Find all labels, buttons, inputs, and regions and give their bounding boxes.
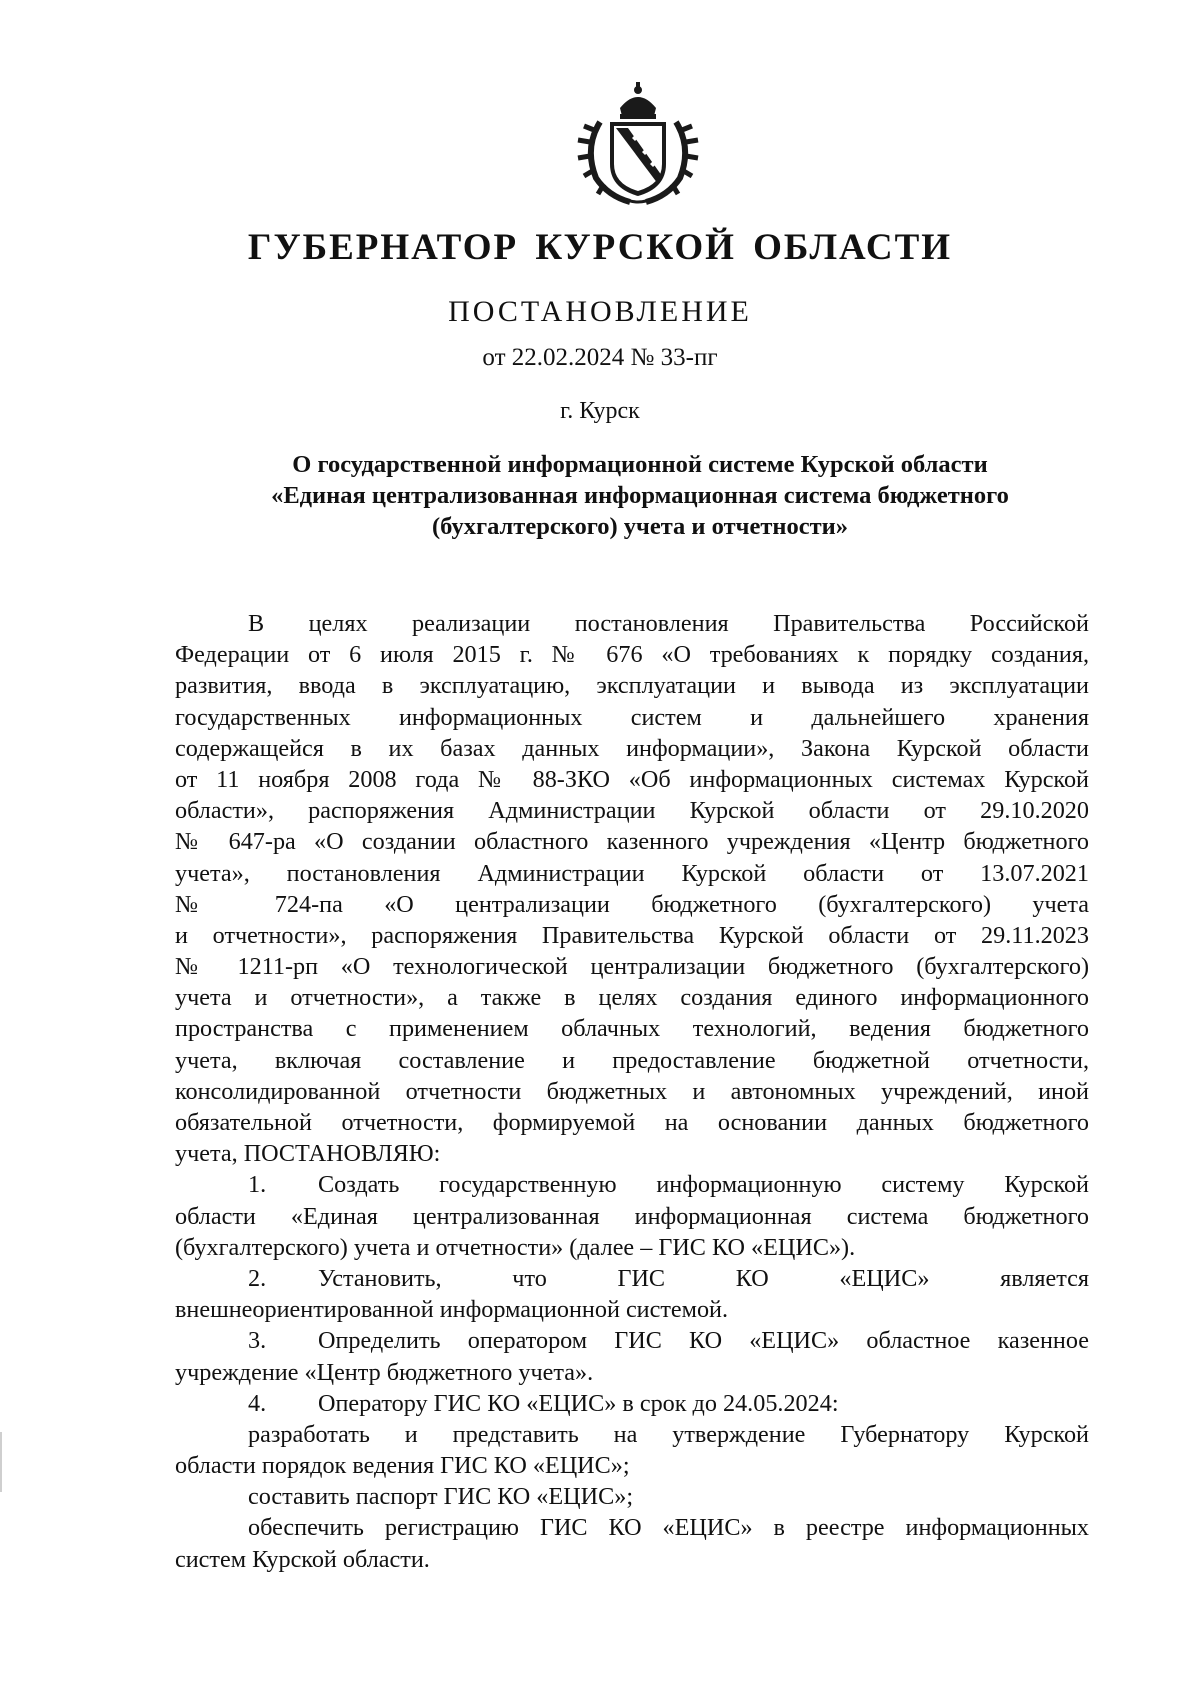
body-line: № 1211-рп «О технологической централизации бюджетного (бухгалтерского) xyxy=(175,953,1089,981)
subject-line: (бухгалтерского) учета и отчетности» xyxy=(431,513,849,540)
document-body xyxy=(175,608,1089,1575)
body-line: учета, ПОСТАНОВЛЯЮ: xyxy=(175,1140,441,1168)
authority-title: ГУБЕРНАТОР КУРСКОЙ ОБЛАСТИ xyxy=(247,227,953,268)
item-text: Создать государственную информационную систему Курской xyxy=(318,1171,1089,1199)
body-line: от 11 ноября 2008 года № 88-ЗКО «Об информационных системах Курской xyxy=(175,765,1089,793)
body-line: внешнеориентированной информационной системой. xyxy=(175,1296,729,1324)
scan-edge-mark xyxy=(0,1432,2,1492)
body-line: составить паспорт ГИС КО «ЕЦИС»; xyxy=(248,1483,634,1511)
body-line: Федерации от 6 июля 2015 г. № 676 «О требованиях к порядку создания, xyxy=(175,641,1089,669)
body-line: № 724-па «О централизации бюджетного (бухгалтерского) учета xyxy=(175,890,1089,918)
body-line: области «Единая централизованная информационная система бюджетного xyxy=(175,1202,1089,1230)
document-city: г. Курск xyxy=(560,398,640,424)
body-line: содержащейся в их базах данных информации», Закона Курской области xyxy=(175,734,1089,762)
body-line: области порядок ведения ГИС КО «ЕЦИС»; xyxy=(175,1452,630,1480)
numbered-item xyxy=(175,1263,1089,1294)
body-line: консолидированной отчетности бюджетных и автономных учреждений, иной xyxy=(175,1077,1089,1105)
body-line: развития, ввода в эксплуатацию, эксплуатации и вывода из эксплуатации xyxy=(175,672,1089,700)
document-subject xyxy=(160,449,1120,542)
document-date-number: от 22.02.2024 № 33-пг xyxy=(482,344,718,371)
body-line: (бухгалтерского) учета и отчетности» (далее – ГИС КО «ЕЦИС»). xyxy=(175,1233,856,1261)
item-number: 1. xyxy=(248,1171,267,1199)
item-number: 4. xyxy=(248,1389,267,1417)
kursk-coat-of-arms-icon xyxy=(570,78,706,206)
body-line: государственных информационных систем и дальнейшего хранения xyxy=(175,703,1089,731)
body-line: № 647-ра «О создании областного казенного учреждения «Центр бюджетного xyxy=(175,828,1089,856)
numbered-item xyxy=(175,1388,1089,1419)
body-line: систем Курской области. xyxy=(175,1545,430,1573)
body-line: учета, включая составление и предоставление бюджетной отчетности, xyxy=(175,1046,1089,1074)
item-text: Оператору ГИС КО «ЕЦИС» в срок до 24.05.2024: xyxy=(318,1389,839,1417)
item-number: 3. xyxy=(248,1327,267,1355)
item-text: Установить, что ГИС КО «ЕЦИС» является xyxy=(318,1264,1089,1292)
body-line: и отчетности», распоряжения Правительства Курской области от 29.11.2023 xyxy=(175,921,1089,949)
item-number: 2. xyxy=(248,1264,267,1292)
body-line: учета», постановления Администрации Курской области от 13.07.2021 xyxy=(175,859,1089,887)
body-line: области», распоряжения Администрации Курской области от 29.10.2020 xyxy=(175,797,1089,825)
body-line: обязательной отчетности, формируемой на основании данных бюджетного xyxy=(175,1109,1089,1136)
numbered-item xyxy=(175,1325,1089,1356)
body-line: пространства с применением облачных технологий, ведения бюджетного xyxy=(175,1015,1089,1043)
body-line: учета и отчетности», а также в целях создания единого информационного xyxy=(175,984,1089,1012)
body-line: разработать и представить на утверждение Губернатору Курской xyxy=(248,1420,1089,1448)
body-line: обеспечить регистрацию ГИС КО «ЕЦИС» в реестре информационных xyxy=(248,1514,1089,1542)
body-line: В целях реализации постановления Правительства Российской xyxy=(248,610,1089,637)
item-text: Определить оператором ГИС КО «ЕЦИС» областное казенное xyxy=(318,1327,1089,1355)
subject-line: «Единая централизованная информационная система бюджетного xyxy=(271,482,1009,509)
numbered-item xyxy=(175,1169,1089,1200)
subject-line: О государственной информационной системе Курской области xyxy=(292,451,988,478)
body-line: учреждение «Центр бюджетного учета». xyxy=(175,1358,594,1386)
document-type: ПОСТАНОВЛЕНИЕ xyxy=(448,295,752,328)
